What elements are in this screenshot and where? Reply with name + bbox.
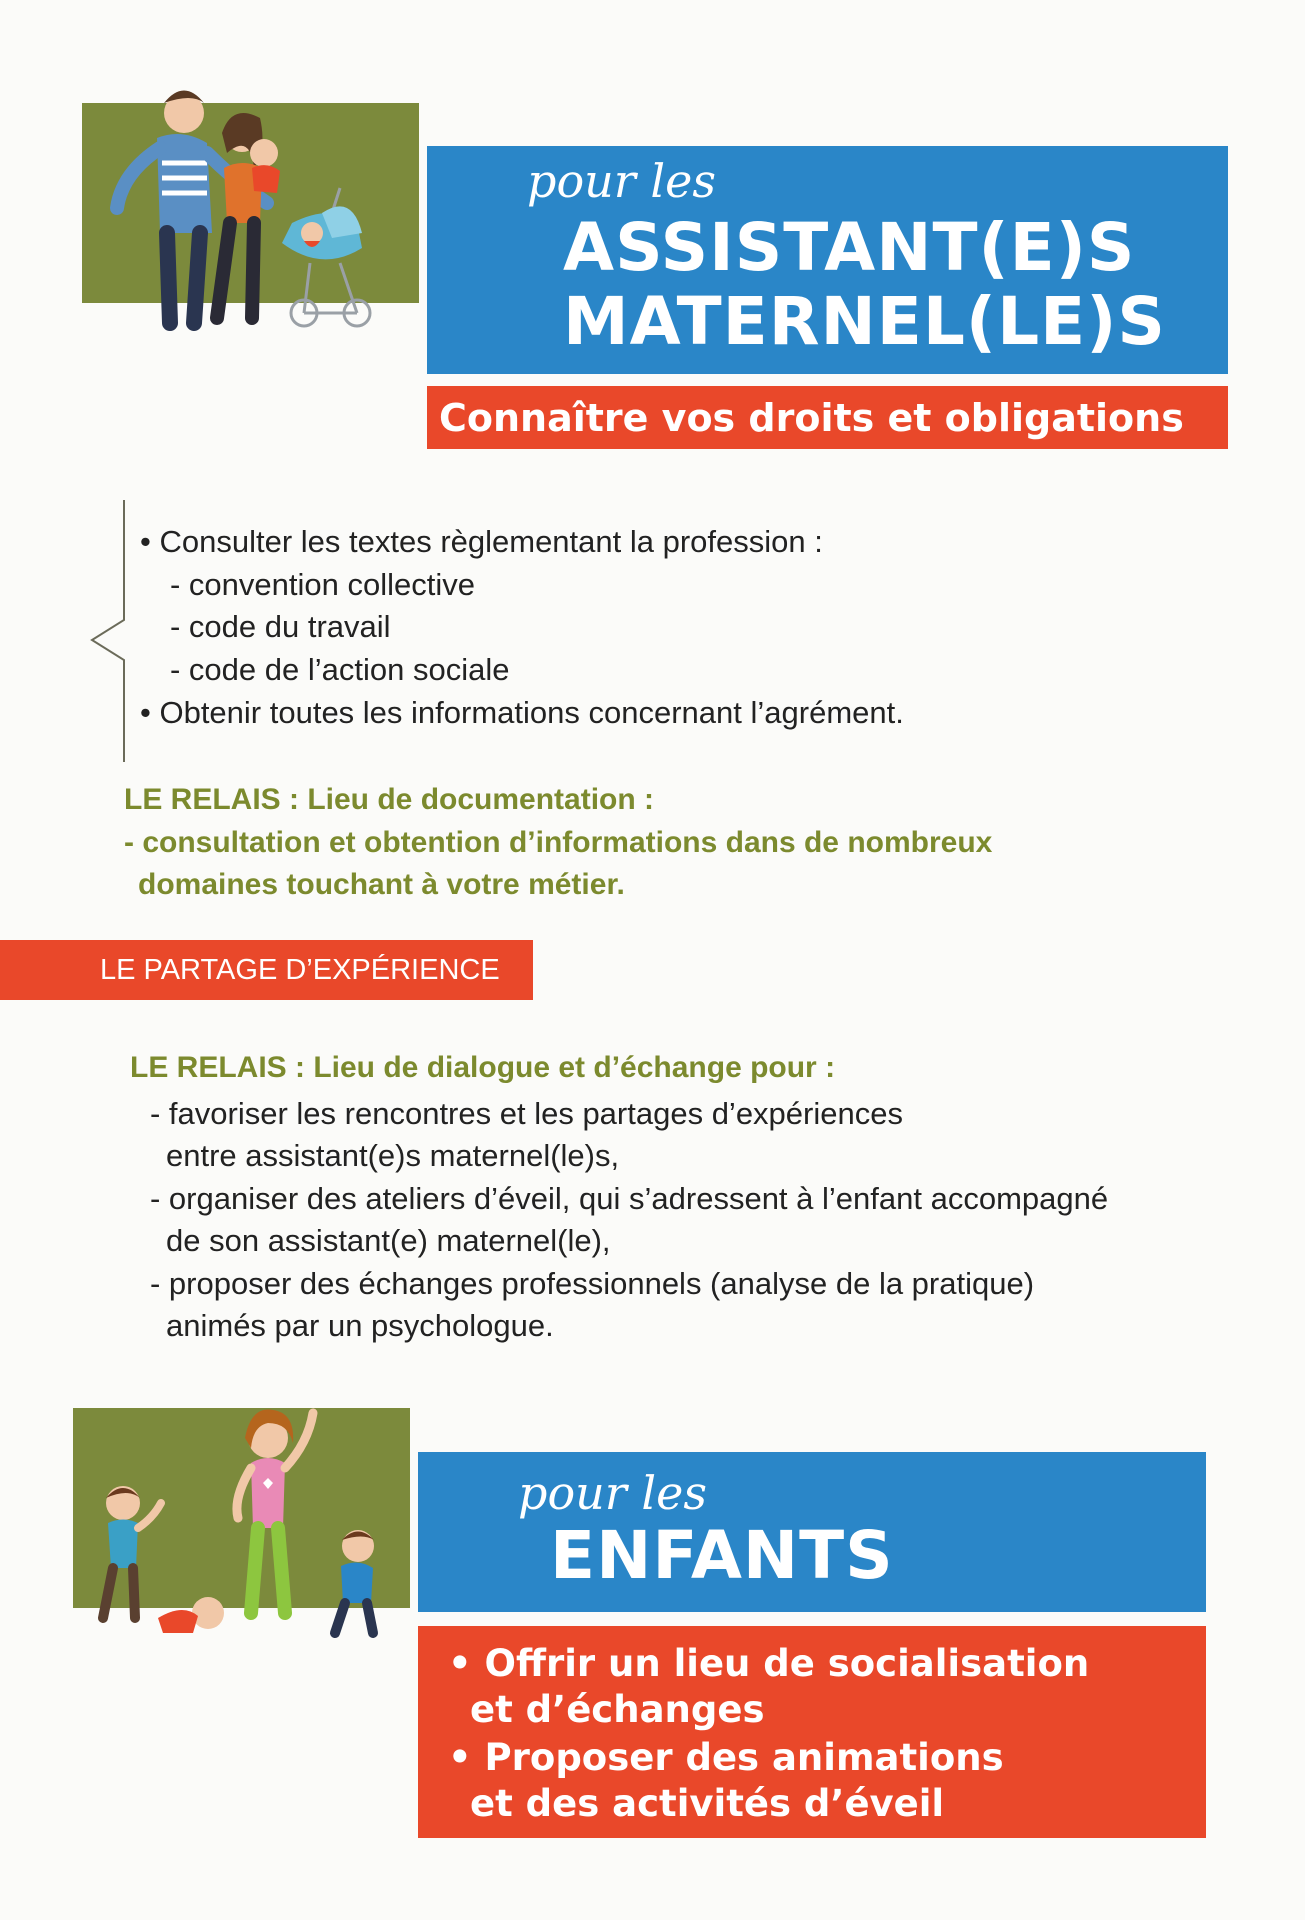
partage-line-5: - proposer des échanges professionnels (analyse de la pratique) [150,1266,1035,1301]
partage-line-2: entre assistant(e)s maternel(le)s, [166,1138,620,1173]
partage-tag [0,940,533,1000]
enfants-header [418,1452,1206,1612]
enfants-script: pour les [518,1466,707,1520]
title-line-1: ASSISTANT(E)S [563,209,1136,286]
brace-decoration [88,500,128,762]
partage-line-1: - favoriser les rencontres et les partages d’expériences [150,1096,903,1131]
title-line-2: MATERNEL(LE)S [563,283,1166,360]
relais-doc-line-2: domaines touchant à votre métier. [138,868,625,901]
partage-line-4: de son assistant(e) maternel(le), [166,1223,611,1258]
rights-bullet-1: • Consulter les textes règlementant la profession : [140,524,823,559]
partage-heading: LE RELAIS : Lieu de dialogue et d’échange pour : [130,1051,836,1084]
enfants-line-4: et des activités d’éveil [470,1782,945,1825]
enfants-line-2: et d’échanges [470,1688,765,1731]
enfants-line-3: • Proposer des animations [448,1736,1004,1779]
rights-sub-2: - code du travail [170,609,391,644]
rights-bullet-2: • Obtenir toutes les informations concernant l’agrément. [140,695,904,730]
relais-doc-heading: LE RELAIS : Lieu de documentation : [124,783,655,816]
assistants-header [427,146,1228,374]
partage-line-3: - organiser des ateliers d’éveil, qui s’adressent à l’enfant accompagné [150,1181,1109,1216]
enfants-box [418,1626,1206,1838]
relais-doc-line-1: - consultation et obtention d’informations dans de nombreux [124,826,993,859]
children-illustration [73,1408,410,1608]
enfants-title: ENFANTS [550,1517,894,1594]
subtitle-bar [427,386,1228,449]
subtitle-text: Connaître vos droits et obligations [439,395,1184,440]
partage-line-6: animés par un psychologue. [166,1308,554,1343]
family-illustration [82,103,419,303]
enfants-line-1: • Offrir un lieu de socialisation [448,1642,1090,1685]
rights-sub-3: - code de l’action sociale [170,652,510,687]
script-pour-les: pour les [527,154,716,208]
rights-sub-1: - convention collective [170,567,475,602]
partage-tag-text: LE PARTAGE D’EXPÉRIENCE [100,953,500,986]
